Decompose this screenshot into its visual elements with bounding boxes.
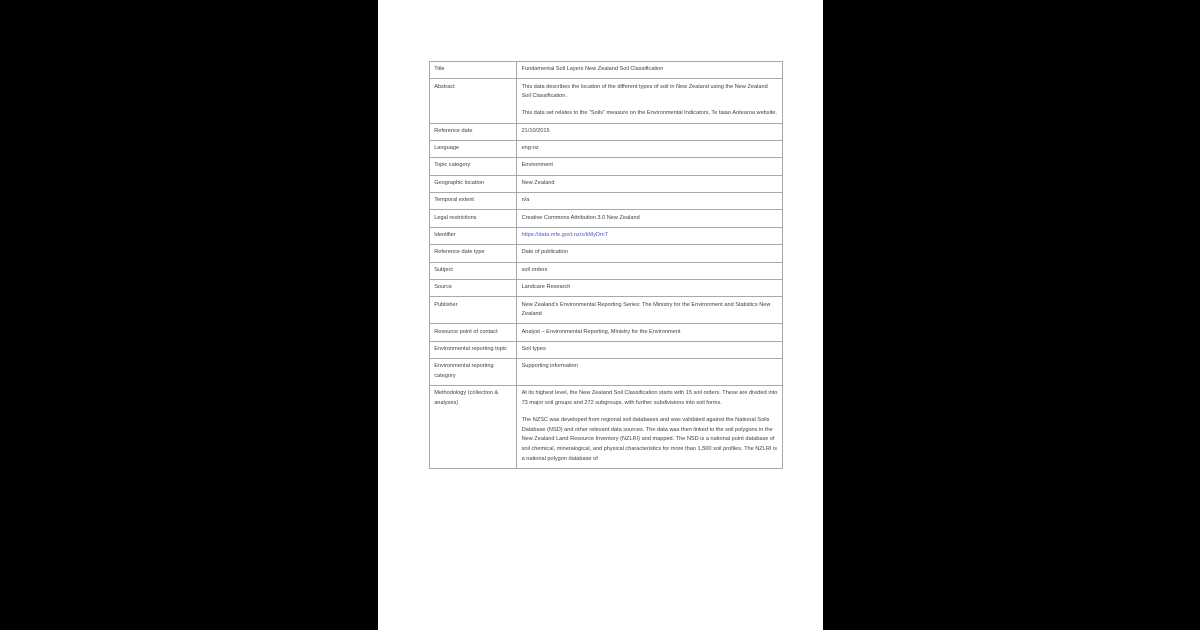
metadata-label-cell: Methodology (collection & analyses)	[430, 386, 517, 469]
metadata-value-cell	[517, 175, 782, 192]
table-row	[430, 62, 783, 79]
metadata-value-cell	[517, 262, 782, 279]
metadata-value-cell	[517, 386, 782, 469]
metadata-label-cell: Topic category	[430, 158, 517, 175]
metadata-value-cell	[517, 210, 782, 227]
metadata-label-cell: Identifier	[430, 227, 517, 244]
metadata-value-text: Fundamental Soil Layers New Zealand Soil Classification	[521, 66, 664, 73]
table-row	[430, 324, 783, 341]
table-row	[430, 280, 783, 297]
metadata-label-cell: Source	[430, 280, 517, 297]
table-row	[430, 341, 783, 358]
metadata-value-cell	[517, 245, 782, 262]
metadata-label-cell: Subject	[430, 262, 517, 279]
metadata-label-cell: Title	[430, 62, 517, 79]
metadata-value-text: Environment	[521, 162, 553, 169]
table-row	[430, 79, 783, 123]
table-row	[430, 123, 783, 140]
table-row	[430, 175, 783, 192]
metadata-value-cell	[517, 341, 782, 358]
table-row	[430, 227, 783, 244]
metadata-value-text: New Zealand	[521, 179, 555, 186]
metadata-label-cell: Geographic location	[430, 175, 517, 192]
metadata-label-cell: Abstract	[430, 79, 517, 123]
metadata-value-text: soil orders	[521, 266, 548, 273]
metadata-value-cell	[517, 158, 782, 175]
table-row	[430, 297, 783, 324]
table-row	[430, 140, 783, 157]
metadata-value-text: 21/10/2015	[521, 127, 550, 134]
metadata-label-cell: Reference date type	[430, 245, 517, 262]
metadata-table-body	[430, 62, 783, 469]
metadata-value-text: Landcare Research	[521, 284, 571, 291]
table-row	[430, 193, 783, 210]
identifier-link[interactable]: https://data.mfe.govt.nz/x/kMyDmT	[521, 232, 608, 239]
letterbox-bar-left	[0, 0, 378, 630]
metadata-value-text: eng-nz	[521, 145, 539, 152]
metadata-label-cell: Environmental reporting category	[430, 359, 517, 386]
page-bottom-mask	[378, 574, 823, 630]
metadata-value-cell	[517, 193, 782, 210]
metadata-value-cell	[517, 297, 782, 324]
table-row	[430, 262, 783, 279]
metadata-value-text: New Zealand’s Environmental Reporting Series: The Ministry for the Environment and Statistics New Zealand	[521, 301, 771, 318]
metadata-value-text: This data set relates to the “Soils” measure on the Environmental Indicators, Te taiao Aotearoa website.	[521, 110, 778, 117]
metadata-label-cell: Environmental reporting topic	[430, 341, 517, 358]
letterbox-bar-right	[823, 0, 1200, 630]
table-row	[430, 210, 783, 227]
metadata-label-cell: Legal restrictions	[430, 210, 517, 227]
metadata-value-text: Date of publication	[521, 249, 568, 256]
metadata-value-cell	[517, 123, 782, 140]
metadata-value-cell	[517, 79, 782, 123]
table-row	[430, 158, 783, 175]
metadata-label-cell: Resource point of contact	[430, 324, 517, 341]
table-row	[430, 386, 783, 469]
metadata-value-cell[interactable]	[517, 227, 782, 244]
metadata-label-cell: Publisher	[430, 297, 517, 324]
metadata-value-text: At its highest level, the New Zealand Soil Classification starts with 15 soil orders. These are divided into 73 major soil groups and 272 subgroups, with further subdivisions into soil forms.	[521, 390, 778, 406]
table-row	[430, 245, 783, 262]
metadata-value-text: Soil types	[521, 345, 546, 352]
metadata-value-cell	[517, 324, 782, 341]
metadata-label-cell: Language	[430, 140, 517, 157]
metadata-value-cell	[517, 140, 782, 157]
table-row	[430, 359, 783, 386]
metadata-value-cell	[517, 359, 782, 386]
document-page	[378, 0, 823, 630]
metadata-label-cell: Temporal extent	[430, 193, 517, 210]
metadata-table	[429, 61, 783, 469]
metadata-value-text: Analyst – Environmental Reporting, Ministry for the Environment	[521, 328, 681, 335]
metadata-value-text: Supporting information	[521, 363, 578, 370]
metadata-value-text: n/a	[521, 197, 530, 204]
metadata-value-cell	[517, 62, 782, 79]
metadata-value-text: Creative Commons Attribution 3.0 New Zealand	[521, 214, 640, 221]
metadata-value-cell	[517, 280, 782, 297]
metadata-value-text: The NZSC was developed from regional soil databases and was validated against the National Soils Database (NSD) and other relevant data sources. The data was then linked to the soil polygons in the New Zealand Land Resource Inventory (NZLRI) and mapped. The NSD is a national point database of soil chemical, mineralogical, and physical characteristics for more than 1,500 soil profiles. The NZLRI is a national polygon database of	[521, 417, 778, 462]
metadata-label-cell: Reference date	[430, 123, 517, 140]
metadata-value-text: This data describes the location of the different types of soil in New Zealand using the New Zealand Soil Classification.	[521, 83, 768, 100]
